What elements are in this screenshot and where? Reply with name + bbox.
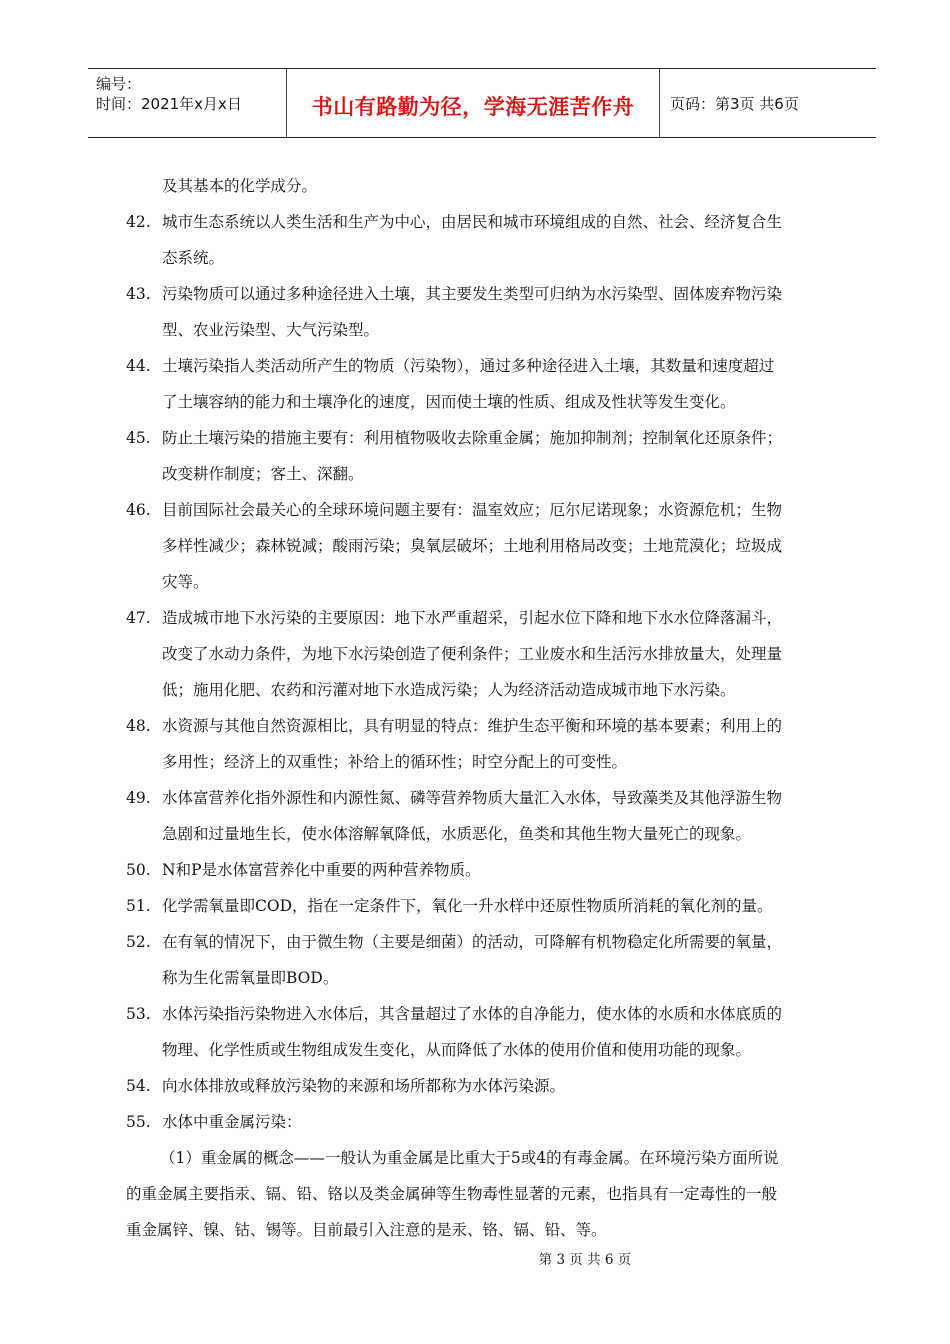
page-header	[88, 68, 876, 138]
item-number: 45.	[126, 429, 151, 447]
paragraph-line: （1）重金属的概念——一般认为重金属是比重大于5或4的有毒金属。在环境污染方面所说	[160, 1149, 779, 1167]
item-text: N和P是水体富营养化中重要的两种营养物质。	[162, 861, 481, 879]
item-text: 污染物质可以通过多种途径进入土壤，其主要发生类型可归纳为水污染型、固体废弃物污染	[162, 285, 783, 303]
list-item-43	[126, 276, 842, 348]
paragraph-line: 重金属锌、镍、钴、锡等。目前最引入注意的是汞、铬、镉、铅、等。	[126, 1221, 607, 1239]
paragraph-line: 的重金属主要指汞、镉、铅、铬以及类金属砷等生物毒性显著的元素，也指具有一定毒性的一般	[126, 1185, 778, 1203]
list-item-47	[126, 600, 842, 708]
item-text: 水资源与其他自然资源相比，具有明显的特点：维护生态平衡和环境的基本要素；利用上的	[162, 717, 783, 735]
date-label: 时间：2021年x月x日	[96, 95, 242, 113]
item-text: 改变耕作制度；客土、深翻。	[162, 465, 364, 483]
item-text: 低；施用化肥、农药和污灌对地下水造成污染；人为经济活动造成城市地下水污染。	[162, 681, 736, 699]
page-footer: 第 3 页 共 6 页	[538, 1252, 632, 1268]
item-number: 54.	[126, 1077, 151, 1095]
header-meta-cell	[88, 69, 287, 137]
header-motto-cell	[287, 69, 660, 137]
document-body	[126, 168, 842, 1248]
list-item-52	[126, 924, 842, 996]
item-number: 51.	[126, 897, 151, 915]
item-number: 43.	[126, 285, 151, 303]
list-item-45	[126, 420, 842, 492]
serial-label: 编号：	[96, 75, 142, 93]
item-text: 化学需氧量即COD，指在一定条件下，氧化一升水样中还原性物质所消耗的氧化剂的量。	[162, 897, 773, 915]
list-item-55	[126, 1104, 842, 1140]
item-text: 多用性；经济上的双重性；补给上的循环性；时空分配上的可变性。	[162, 753, 628, 771]
list-item-44	[126, 348, 842, 420]
list-item-54	[126, 1068, 842, 1104]
motto-text: 书山有路勤为径，学海无涯苦作舟	[311, 95, 635, 119]
item-text: 造成城市地下水污染的主要原因：地下水严重超采，引起水位下降和地下水水位降落漏斗，	[162, 609, 783, 627]
item-number: 44.	[126, 357, 151, 375]
list-item-53	[126, 996, 842, 1068]
list-item-51	[126, 888, 842, 924]
item-text: 在有氧的情况下，由于微生物（主要是细菌）的活动，可降解有机物稳定化所需要的氧量，	[162, 933, 783, 951]
header-page-number: 页码：第3页 共6页	[670, 95, 799, 113]
item-text: 急剧和过量地生长，使水体溶解氧降低，水质恶化，鱼类和其他生物大量死亡的现象。	[162, 825, 752, 843]
list-item-46	[126, 492, 842, 600]
item-number: 50.	[126, 861, 151, 879]
list-item-48	[126, 708, 842, 780]
item-text: 称为生化需氧量即BOD。	[162, 969, 339, 987]
heavy-metal-paragraph	[126, 1140, 842, 1248]
item-text: 目前国际社会最关心的全球环境问题主要有：温室效应；厄尔尼诺现象；水资源危机；生物	[162, 501, 783, 519]
item-text: 态系统。	[162, 249, 225, 267]
item-text: 多样性减少；森林锐减；酸雨污染；臭氧层破坏；土地利用格局改变；土地荒漠化；垃圾成	[162, 537, 783, 555]
item-number: 47.	[126, 609, 151, 627]
item-text: 了土壤容纳的能力和土壤净化的速度，因而使土壤的性质、组成及性状等发生变化。	[162, 393, 736, 411]
item-text: 水体中重金属污染：	[162, 1113, 302, 1131]
item-number: 46.	[126, 501, 151, 519]
item-text: 城市生态系统以人类生活和生产为中心，由居民和城市环境组成的自然、社会、经济复合生	[162, 213, 783, 231]
item-number: 48.	[126, 717, 151, 735]
item-number: 52.	[126, 933, 151, 951]
list-item-50	[126, 852, 842, 888]
item-text: 向水体排放或释放污染物的来源和场所都称为水体污染源。	[162, 1077, 566, 1095]
item-text: 土壤污染指人类活动所产生的物质（污染物），通过多种途径进入土壤，其数量和速度超过	[162, 357, 775, 375]
item-text: 改变了水动力条件，为地下水污染创造了便利条件；工业废水和生活污水排放量大，处理量	[162, 645, 783, 663]
list-item-49	[126, 780, 842, 852]
item-number: 49.	[126, 789, 151, 807]
list-item-continuation	[126, 168, 842, 204]
item-number: 42.	[126, 213, 151, 231]
item-text: 及其基本的化学成分。	[162, 177, 318, 195]
item-text: 水体污染指污染物进入水体后，其含量超过了水体的自净能力，使水体的水质和水体底质的	[162, 1005, 783, 1023]
header-page-cell	[660, 69, 876, 137]
item-number: 55.	[126, 1113, 151, 1131]
item-text: 灾等。	[162, 573, 209, 591]
item-text: 防止土壤污染的措施主要有：利用植物吸收去除重金属；施加抑制剂；控制氧化还原条件；	[162, 429, 783, 447]
item-text: 水体富营养化指外源性和内源性氮、磷等营养物质大量汇入水体，导致藻类及其他浮游生物	[162, 789, 783, 807]
item-text: 物理、化学性质或生物组成发生变化，从而降低了水体的使用价值和使用功能的现象。	[162, 1041, 752, 1059]
item-text: 型、农业污染型、大气污染型。	[162, 321, 380, 339]
list-item-42	[126, 204, 842, 276]
item-number: 53.	[126, 1005, 151, 1023]
